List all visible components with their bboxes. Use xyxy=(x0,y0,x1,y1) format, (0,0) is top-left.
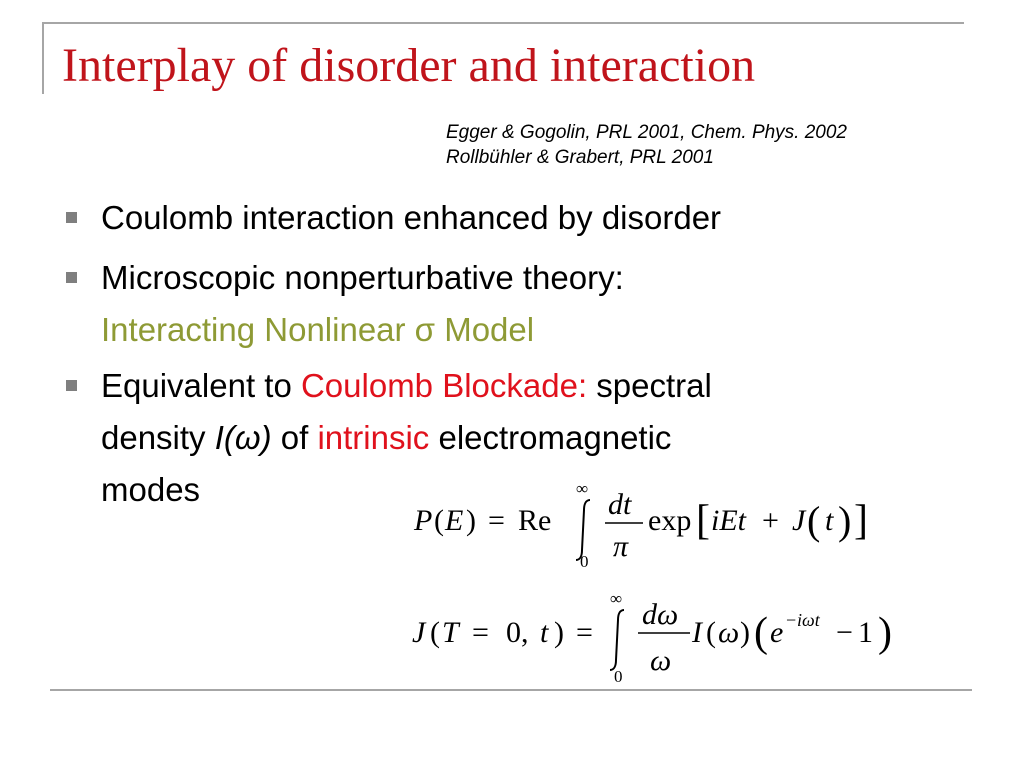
svg-text:+: + xyxy=(762,504,779,537)
text-segment: electromagnetic xyxy=(429,419,672,456)
svg-text:1: 1 xyxy=(858,616,873,649)
highlight-segment: Coulomb Blockade: xyxy=(300,367,588,404)
frame-top-line xyxy=(42,22,964,24)
svg-text:0,: 0, xyxy=(506,616,529,649)
svg-text:=: = xyxy=(472,616,489,649)
svg-text:e: e xyxy=(770,616,784,649)
bullet-marker-icon xyxy=(66,272,77,283)
svg-text:I: I xyxy=(692,616,702,649)
svg-text:(: ( xyxy=(430,616,440,649)
reference-1: Egger & Gogolin, PRL 2001, Chem. Phys. 2002 xyxy=(446,122,848,143)
slide-title: Interplay of disorder and interaction xyxy=(62,39,756,92)
svg-text:∞: ∞ xyxy=(576,479,589,498)
svg-text:0: 0 xyxy=(614,667,623,686)
svg-text:−: − xyxy=(786,610,797,630)
svg-text:t: t xyxy=(540,616,549,649)
svg-text:ω: ω xyxy=(718,616,740,649)
svg-text:π: π xyxy=(613,530,629,563)
svg-text:[: [ xyxy=(696,498,710,544)
reference-2: Rollbühler & Grabert, PRL 2001 xyxy=(446,147,714,168)
svg-text:Re: Re xyxy=(518,504,552,537)
svg-text:J: J xyxy=(792,504,806,537)
svg-text:): ) xyxy=(878,610,892,656)
svg-text:dt: dt xyxy=(608,488,632,521)
svg-text:): ) xyxy=(554,616,564,649)
svg-text:∞: ∞ xyxy=(610,589,623,608)
svg-text:(: ( xyxy=(807,498,821,543)
text-segment: of xyxy=(271,419,318,456)
bullet-text-line-3: modes xyxy=(101,471,201,508)
svg-text:J: J xyxy=(412,616,426,649)
svg-text:iEt: iEt xyxy=(711,504,746,537)
bullet-marker-icon xyxy=(66,380,77,391)
svg-text:(: ( xyxy=(434,504,444,537)
svg-text:): ) xyxy=(838,498,852,543)
highlight-segment: intrinsic xyxy=(317,419,430,456)
text-segment: Equivalent to xyxy=(101,367,301,404)
svg-text:ω: ω xyxy=(650,644,672,677)
svg-text:T: T xyxy=(442,616,459,649)
svg-text:0: 0 xyxy=(580,552,589,571)
bullet-text-line-2 xyxy=(101,410,671,465)
bullet-highlight-text: Interacting Nonlinear σ Model xyxy=(101,311,535,348)
svg-text:(: ( xyxy=(754,610,768,656)
text-segment: density xyxy=(101,419,215,456)
equation-p-of-e xyxy=(400,464,880,572)
bullet-marker-icon xyxy=(66,212,77,223)
text-segment: spectral xyxy=(587,367,712,404)
equation-j-of-t xyxy=(400,582,910,690)
svg-text:=: = xyxy=(576,616,593,649)
svg-text:E: E xyxy=(445,504,464,537)
references xyxy=(446,120,847,170)
bullet-text: Coulomb interaction enhanced by disorder xyxy=(101,199,722,236)
svg-text:]: ] xyxy=(854,498,868,544)
svg-text:dω: dω xyxy=(642,598,679,631)
svg-text:): ) xyxy=(466,504,476,537)
svg-text:−: − xyxy=(836,616,853,649)
svg-text:t: t xyxy=(825,504,834,537)
frame-left-line xyxy=(42,22,44,94)
svg-text:P: P xyxy=(414,504,433,537)
svg-text:): ) xyxy=(740,616,750,649)
svg-text:(: ( xyxy=(706,616,716,649)
svg-text:iωt: iωt xyxy=(797,610,820,630)
bullet-text-line-1 xyxy=(101,358,712,413)
italic-segment: I(ω) xyxy=(214,419,272,456)
svg-text:=: = xyxy=(488,504,505,537)
svg-text:exp: exp xyxy=(648,504,692,537)
bullet-text: Microscopic nonperturbative theory: xyxy=(101,259,624,296)
